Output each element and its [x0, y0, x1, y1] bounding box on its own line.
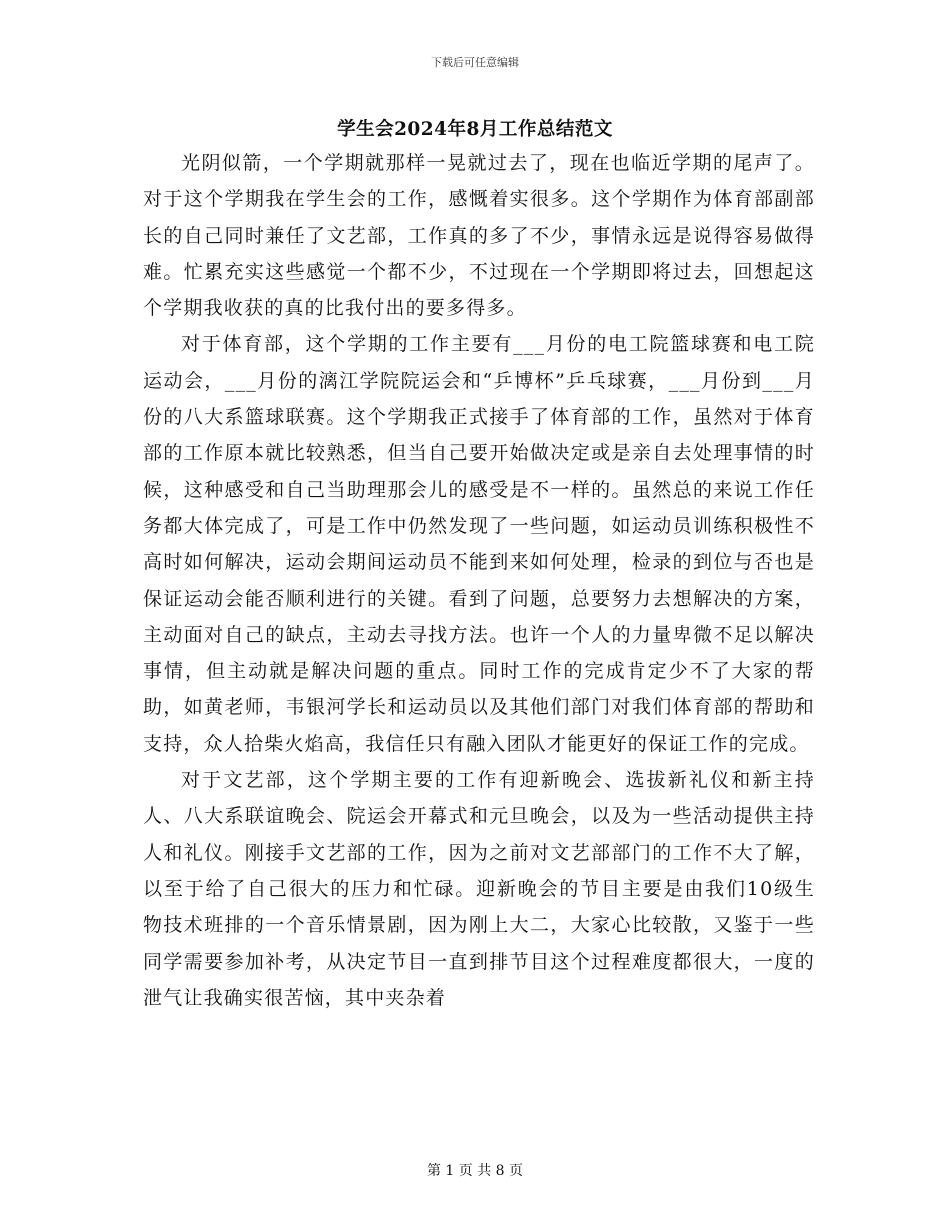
document-body — [143, 145, 815, 1016]
page-number: 第 1 页 共 8 页 — [426, 1163, 524, 1179]
paragraph-intro: 光阴似箭，一个学期就那样一晃就过去了，现在也临近学期的尾声了。对于这个学期我在学生会的工作，感慨着实很多。这个学期作为体育部副部长的自己同时兼任了文艺部，工作真的多了不少，事情永远是说得容易做得难。忙累充实这些感觉一个都不少，不过现在一个学期即将过去，回想起这个学期我收获的真的比我付出的要多得多。 — [143, 152, 815, 320]
paragraph-arts-dept: 对于文艺部，这个学期主要的工作有迎新晚会、选拔新礼仪和新主持人、八大系联谊晚会、院运会开幕式和元旦晚会，以及为一些活动提供主持人和礼仪。刚接手文艺部的工作，因为之前对文艺部部门的工作不大了解，以至于给了自己很大的压力和忙碌。迎新晚会的节目主要是由我们10级生物技术班排的一个音乐情景剧，因为刚上大二，大家心比较散，又鉴于一些同学需要参加补考，从决定节目一直到排节目这个过程难度都很大，一度的泄气让我确实很苦恼，其中夹杂着 — [143, 769, 815, 1009]
paragraph-sports-dept: 对于体育部，这个学期的工作主要有___月份的电工院篮球赛和电工院运动会，___月份的漓江学院院运会和“乒博杯”乒乓球赛，___月份到___月份的八大系篮球联赛。这个学期我正式接手了体育部的工作，虽然对于体育部的工作原本就比较熟悉，但当自己要开始做决定或是亲自去处理事情的时候，这种感受和自己当助理那会儿的感受是不一样的。虽然总的来说工作任务都大体完成了，可是工作中仍然发现了一些问题，如运动员训练积极性不高时如何解决，运动会期间运动员不能到来如何处理，检录的到位与否也是保证运动会能否顺利进行的关键。看到了问题，总要努力去想解决的方案，主动面对自己的缺点，主动去寻找方法。也许一个人的力量卑微不足以解决事情，但主动就是解决问题的重点。同时工作的完成肯定少不了大家的帮助，如黄老师，韦银河学长和运动员以及其他们部门对我们体育部的帮助和支持，众人拾柴火焰高，我信任只有融入团队才能更好的保证工作的完成。 — [143, 333, 815, 755]
document-title: 学生会2024年8月工作总结范文 — [337, 119, 613, 140]
header-note: 下载后可任意编辑 — [431, 56, 519, 69]
